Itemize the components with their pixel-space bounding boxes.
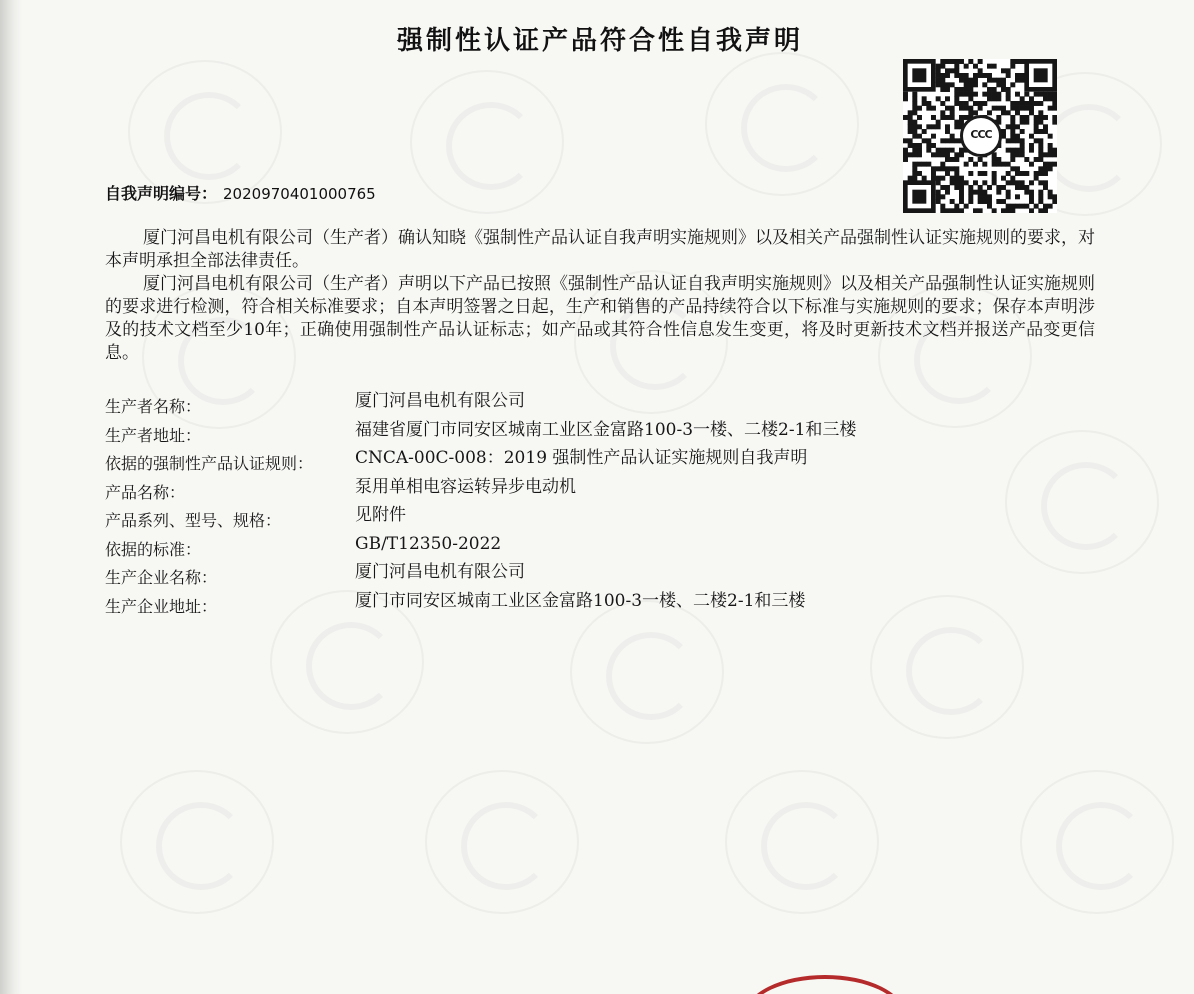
watermark-ccc-icon — [1020, 770, 1174, 914]
info-value: GB/T12350-2022 — [355, 534, 502, 554]
document-title: 强制性认证产品符合性自我声明 — [396, 26, 803, 56]
info-value: CNCA-00C-008：2019 强制性产品认证实施规则自我声明 — [355, 448, 808, 468]
info-value: 厦门市同安区城南工业区金富路100-3一楼、二楼2-1和三楼 — [355, 591, 806, 611]
watermark-ccc-icon — [570, 600, 724, 744]
watermark-ccc-icon — [120, 770, 274, 914]
ccc-mark-icon — [960, 115, 1002, 157]
info-value: 福建省厦门市同安区城南工业区金富路100-3一楼、二楼2-1和三楼 — [355, 420, 857, 440]
watermark-ccc-icon — [410, 70, 564, 214]
declaration-paragraph-2: 厦门河昌电机有限公司（生产者）声明以下产品已按照《强制性产品认证自我声明实施规则》以及相关产品强制性认证实施规则的要求进行检测，符合相关标准要求；自本声明签署之日起，生产和销售的产品持续符合以下标准与实施规则的要求；保存本声明涉及的技术文档至少10年；正确使用强制性产品认证标志；如产品或其符合性信息发生变更，将及时更新技术文档并报送产品变更信息。 — [105, 274, 1095, 363]
info-label: 依据的强制性产品认证规则： — [105, 454, 314, 473]
info-label: 生产者地址： — [105, 426, 202, 445]
info-label: 生产者名称： — [105, 397, 202, 416]
info-label: 依据的标准： — [105, 540, 202, 559]
info-value: 泵用单相电容运转异步电动机 — [355, 477, 576, 497]
declaration-number-label: 自我声明编号： — [105, 184, 218, 203]
declaration-paragraph-1: 厦门河昌电机有限公司（生产者）确认知晓《强制性产品认证自我声明实施规则》以及相关产品强制性认证实施规则的要求，对本声明承担全部法律责任。 — [105, 228, 1095, 271]
company-seal-icon — [745, 975, 905, 994]
info-label: 产品名称： — [105, 483, 186, 502]
watermark-ccc-icon — [425, 770, 579, 914]
info-value: 厦门河昌电机有限公司 — [355, 562, 525, 582]
scan-edge-shadow — [0, 0, 22, 994]
info-value: 厦门河昌电机有限公司 — [355, 391, 525, 411]
info-label: 生产企业地址： — [105, 597, 218, 616]
qr-code-icon — [903, 59, 1057, 213]
watermark-ccc-icon — [1005, 430, 1159, 574]
watermark-ccc-icon — [725, 770, 879, 914]
info-label: 产品系列、型号、规格： — [105, 511, 282, 530]
declaration-number-value: 2020970401000765 — [223, 185, 376, 203]
watermark-ccc-icon — [870, 595, 1024, 739]
info-label: 生产企业名称： — [105, 568, 218, 587]
declaration-number — [105, 181, 376, 204]
watermark-ccc-icon — [705, 52, 859, 196]
info-value: 见附件 — [355, 505, 406, 525]
